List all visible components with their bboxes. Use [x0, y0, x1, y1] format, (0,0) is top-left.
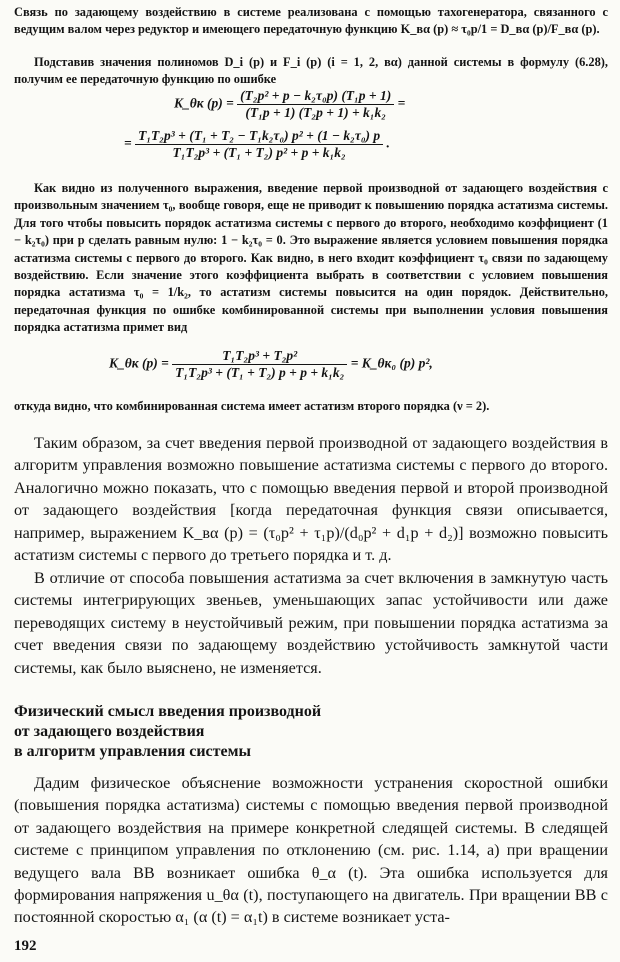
formula-1-tail: =	[397, 95, 406, 111]
paragraph-derivative-analysis: Как видно из полученного выражения, введение первой производной от задающего воздействия с произвольным значением τ₀, вообще говоря, еще не приводит к повышению порядка астатизма системы. Для того чтобы повысить порядок астатизма системы с первого до второго, необходимо коэффициент (1 − k₂τ₀) при p сделать равным нулю: 1 − k₂τ₀ = 0. Это выражение является условием повышения порядка астатизма системы с первого до второго. Как видно, в него входит коэффициент τ₀ связи по задающему воздействию. Если значение этого коэффициента выбрать в соответствии с условием повышения порядка астатизма τ₀ = 1/k₂, то астатизм системы повысится на один порядок. Действительно, передаточная функция по ошибке комбинированной системы при выполнении условия повышения порядка астатизма примет вид	[14, 181, 608, 335]
formula-error-transfer-3	[109, 348, 433, 381]
formula-2-lhs: =	[124, 135, 132, 151]
section-heading	[14, 702, 608, 762]
formula-1-lhs: K_θк (p) =	[174, 95, 234, 111]
formula-2-tail: .	[386, 135, 390, 151]
formula-error-transfer-2	[124, 128, 390, 161]
paragraph-tachogenerator: Связь по задающему воздействию в системе реализована с помощью тахогенератора, связанного с ведущим валом через редуктор и имеющего передаточную функцию K_вα (p) ≈ τ₀p/1 = D_вα (p)/F_вα (p).	[14, 5, 608, 37]
formula-2-fraction	[135, 128, 383, 161]
section-heading-line-1: Физический смысл введения производной	[14, 703, 322, 720]
paragraph-physical-explanation: Дадим физическое объяснение возможности устранения скоростной ошибки (повышения порядка астатизма) системы с помощью введения первой производной от задающего воздействия на примере конкретной следящей системы. В следящей системе с принципом управления по отклонению (см. рис. 1.14, а) при вращении ведущего вала BB возникает ошибка θ_α (t). Эта ошибка используется для формирования напряжения u_θα (t), поступающего на двигатель. При вращении BB с постоянной скоростью α₁ (α (t) = α₁t) в системе возникает уста-	[14, 774, 608, 927]
formula-3-numerator: T₁T₂p³ + T₂p²	[172, 348, 347, 365]
formula-1-numerator: (T₂p² + p − k₂τ₀p) (T₁p + 1)	[237, 88, 394, 105]
formula-error-transfer-1	[174, 88, 405, 121]
formula-2-denominator: T₁T₂p³ + (T₁ + T₂) p² + p + k₁k₂	[172, 145, 346, 160]
paragraph-stability: В отличие от способа повышения астатизма за счет включения в замкнутую часть системы интегрирующих звеньев, уменьшающих запас устойчивости или даже переводящих систему в неустойчивый режим, при повышении порядка астатизма за счет введения связи по задающему воздействию устойчивость замкнутой части системы, как было выяснено, не изменяется.	[14, 569, 608, 677]
formula-1-fraction	[237, 88, 394, 121]
paragraph-conclusion: Таким образом, за счет введения первой производной от задающего воздействия в алгоритм управления возможно повышение астатизма системы с первого до второго. Аналогично можно показать, что с помощью введения первой и второй производной от задающего воздействия [когда передаточная функция связи описывается, например, выражением K_вα (p) = (τ₀p² + τ₁p)/(d₀p² + d₁p + d₂)] возможно повысить астатизм системы с первого до третьего порядка и т. д.	[14, 434, 608, 565]
paragraph-substitution: Подставив значения полиномов D_i (p) и F_i (p) (i = 1, 2, вα) данной системы в формулу (6.28), получим ее передаточную функцию по ошибке	[14, 55, 608, 87]
formula-3-tail: = K_θк₀ (p) p²,	[350, 355, 433, 371]
section-heading-line-3: в алгоритм управления системы	[14, 743, 251, 760]
formula-3-denominator: T₁T₂p³ + (T₁ + T₂) p + p + k₁k₂	[175, 365, 345, 380]
formula-1-denominator: (T₁p + 1) (T₂p + 1) + k₁k₂	[245, 105, 386, 120]
page-number: 192	[14, 938, 37, 954]
formula-2-numerator: T₁T₂p³ + (T₁ + T₂ − T₁k₂τ₀) p² + (1 − k₂τ₀) p	[135, 128, 383, 145]
formula-3-lhs: K_θк (p) =	[109, 355, 169, 371]
paragraph-astatism-second-order: откуда видно, что комбинированная система имеет астатизм второго порядка (ν = 2).	[14, 399, 490, 413]
section-heading-line-2: от задающего воздействия	[14, 723, 205, 740]
formula-3-fraction	[172, 348, 347, 381]
